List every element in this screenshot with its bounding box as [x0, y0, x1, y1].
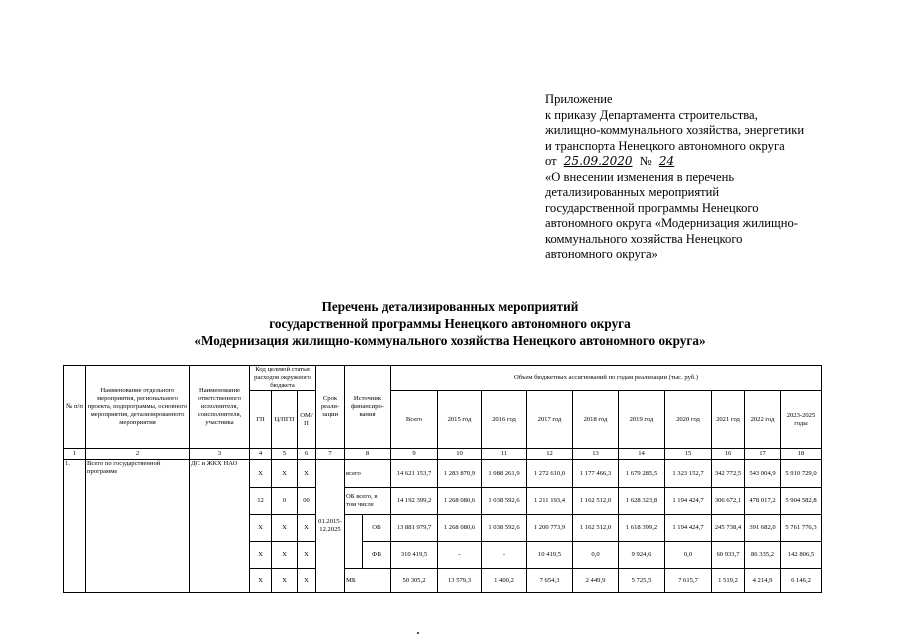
code-gp-cell: 12: [250, 488, 272, 515]
value-2018: 2 449,9: [573, 569, 619, 593]
value-2020: 1 194 424,7: [665, 488, 712, 515]
column-number: 15: [665, 449, 712, 460]
value-2015: 1 268 080,6: [438, 515, 482, 542]
code-om-cell: Х: [298, 515, 316, 542]
column-number: 3: [190, 449, 250, 460]
value-2017: 7 654,3: [527, 569, 573, 593]
value-2018: 1 162 512,0: [573, 515, 619, 542]
appendix-line: детализированных мероприятий: [545, 185, 720, 199]
column-number: 17: [745, 449, 781, 460]
column-number: 10: [438, 449, 482, 460]
column-number: 9: [391, 449, 438, 460]
value-2019: 1 618 399,2: [619, 515, 665, 542]
appendix-date-line: [545, 154, 875, 170]
code-om-cell: Х: [298, 569, 316, 593]
value-2017: 1 211 193,4: [527, 488, 573, 515]
value-2016: 1 088 261,9: [482, 460, 527, 488]
value-total: 14 621 153,7: [391, 460, 438, 488]
value-2021: 245 738,4: [712, 515, 745, 542]
appendix-line: «О внесении изменения в перечень: [545, 169, 735, 184]
code-cp-cell: Х: [272, 515, 298, 542]
column-number: 2: [86, 449, 190, 460]
column-number: 11: [482, 449, 527, 460]
appendix-block: [545, 92, 875, 263]
value-2020: 0,0: [665, 542, 712, 569]
value-2022: 86 335,2: [745, 542, 781, 569]
value-2022: 543 004,9: [745, 460, 781, 488]
appendix-line: автономного округа «Модернизация жилищно-: [545, 216, 798, 230]
column-number: 13: [573, 449, 619, 460]
appendix-line: коммунального хозяйства Ненецкого: [545, 231, 743, 246]
source-sub-cell: ФБ: [363, 542, 391, 569]
value-2015: -: [438, 542, 482, 569]
source-cell: ОБ всего, в том числе: [345, 488, 391, 515]
value-2019: 1 628 323,8: [619, 488, 665, 515]
header-code-om: ОМ/П: [298, 391, 316, 449]
appendix-line: и транспорта Ненецкого автономного округа: [545, 138, 785, 153]
value-2023-2025: 142 806,5: [781, 542, 822, 569]
value-2023-2025: 5 761 776,3: [781, 515, 822, 542]
title-line-1: Перечень детализированных мероприятий: [321, 299, 579, 314]
item-number: 1.: [64, 460, 86, 593]
value-2016: 1 038 592,6: [482, 515, 527, 542]
value-2023-2025: 6 146,2: [781, 569, 822, 593]
code-cp-cell: 0: [272, 488, 298, 515]
appendix-line: автономного округа»: [545, 247, 658, 261]
value-2019: 9 924,6: [619, 542, 665, 569]
column-number: 5: [272, 449, 298, 460]
source-indent: [345, 515, 363, 569]
column-number: 14: [619, 449, 665, 460]
header-source: Источник финансиро-вания: [345, 366, 391, 449]
date-prefix: от: [545, 154, 557, 168]
value-2015: 1 268 080,6: [438, 488, 482, 515]
header-code-cp: Ц/ПГП: [272, 391, 298, 449]
title-line-3: «Модернизация жилищно-коммунального хозяйства Ненецкого автономного округа»: [194, 333, 706, 348]
item-executor: ДС и ЖКХ НАО: [190, 460, 250, 593]
value-2018: 1 162 512,0: [573, 488, 619, 515]
value-2020: 1 194 424,7: [665, 515, 712, 542]
value-2019: 1 679 285,5: [619, 460, 665, 488]
value-2016: 1 038 592,6: [482, 488, 527, 515]
item-name: Всего по государственной программе: [86, 460, 190, 593]
scan-speck: [417, 632, 419, 634]
value-2020: 7 615,7: [665, 569, 712, 593]
header-total: Всего: [391, 391, 438, 449]
item-term: 01.2015-12.2025: [316, 460, 345, 593]
title-line-2: государственной программы Ненецкого автономного округа: [269, 316, 631, 331]
source-sub-cell: ОБ: [363, 515, 391, 542]
column-number: 8: [345, 449, 391, 460]
header-executor: Наименование ответственного исполнителя, соисполнителя, участника: [190, 366, 250, 449]
header-code-gp: ГП: [250, 391, 272, 449]
code-om-cell: Х: [298, 542, 316, 569]
value-2016: -: [482, 542, 527, 569]
column-number: 6: [298, 449, 316, 460]
header-year-2019: 2019 год: [619, 391, 665, 449]
value-2018: 0,0: [573, 542, 619, 569]
header-year-2015: 2015 год: [438, 391, 482, 449]
handwritten-date: 25.09.2020: [563, 154, 633, 168]
code-cp-cell: Х: [272, 460, 298, 488]
value-2018: 1 177 466,3: [573, 460, 619, 488]
column-number: 16: [712, 449, 745, 460]
value-2022: 478 017,2: [745, 488, 781, 515]
code-om-cell: Х: [298, 460, 316, 488]
value-total: 13 881 979,7: [391, 515, 438, 542]
value-2017: 1 200 773,9: [527, 515, 573, 542]
header-year-2018: 2018 год: [573, 391, 619, 449]
value-2021: 342 772,5: [712, 460, 745, 488]
header-year-2016: 2016 год: [482, 391, 527, 449]
code-cp-cell: Х: [272, 569, 298, 593]
appendix-line: к приказу Департамента строительства,: [545, 107, 758, 122]
source-cell: всего: [345, 460, 391, 488]
value-2015: 1 283 870,9: [438, 460, 482, 488]
header-year-2022: 2022 год: [745, 391, 781, 449]
value-2022: 4 214,9: [745, 569, 781, 593]
header-code: Код целевой статьи расходов окружного бюджета: [250, 366, 316, 391]
value-2020: 1 323 152,7: [665, 460, 712, 488]
value-2015: 13 579,3: [438, 569, 482, 593]
value-total: 310 419,5: [391, 542, 438, 569]
value-2021: 1 519,2: [712, 569, 745, 593]
value-2017: 1 272 610,0: [527, 460, 573, 488]
value-2017: 10 419,5: [527, 542, 573, 569]
header-year-2023: 2023-2025 годы: [781, 391, 822, 449]
activities-table: [63, 365, 822, 593]
header-volume: Объем бюджетных ассигнований по годам реализации (тыс. руб.): [391, 366, 822, 391]
code-cp-cell: Х: [272, 542, 298, 569]
appendix-line: жилищно-коммунального хозяйства, энергетики: [545, 123, 805, 137]
column-number: 7: [316, 449, 345, 460]
document-title: [150, 298, 750, 349]
handwritten-number: 24: [658, 154, 675, 168]
header-name: Наименование отдельного мероприятия, регионального проекта, подпрограммы, основного мероприятия, детализированного мероприятия: [86, 366, 190, 449]
column-number: 18: [781, 449, 822, 460]
column-number: 12: [527, 449, 573, 460]
code-gp-cell: Х: [250, 542, 272, 569]
value-2016: 1 400,2: [482, 569, 527, 593]
column-number: 4: [250, 449, 272, 460]
number-prefix: №: [639, 154, 652, 168]
header-year-2020: 2020 год: [665, 391, 712, 449]
value-2022: 391 682,0: [745, 515, 781, 542]
header-year-2017: 2017 год: [527, 391, 573, 449]
column-number: 1: [64, 449, 86, 460]
value-2019: 5 725,5: [619, 569, 665, 593]
value-2023-2025: 5 910 729,0: [781, 460, 822, 488]
source-cell: МБ: [345, 569, 391, 593]
value-total: 50 305,2: [391, 569, 438, 593]
value-2021: 306 672,1: [712, 488, 745, 515]
value-2023-2025: 5 904 582,8: [781, 488, 822, 515]
appendix-line: государственной программы Ненецкого: [545, 200, 759, 215]
code-gp-cell: Х: [250, 515, 272, 542]
code-gp-cell: Х: [250, 460, 272, 488]
value-total: 14 192 399,2: [391, 488, 438, 515]
appendix-line: Приложение: [545, 92, 613, 106]
header-term: Срок реали-зации: [316, 366, 345, 449]
header-num: № п/п: [64, 366, 86, 449]
code-gp-cell: Х: [250, 569, 272, 593]
header-year-2021: 2021 год: [712, 391, 745, 449]
value-2021: 60 933,7: [712, 542, 745, 569]
code-om-cell: 00: [298, 488, 316, 515]
